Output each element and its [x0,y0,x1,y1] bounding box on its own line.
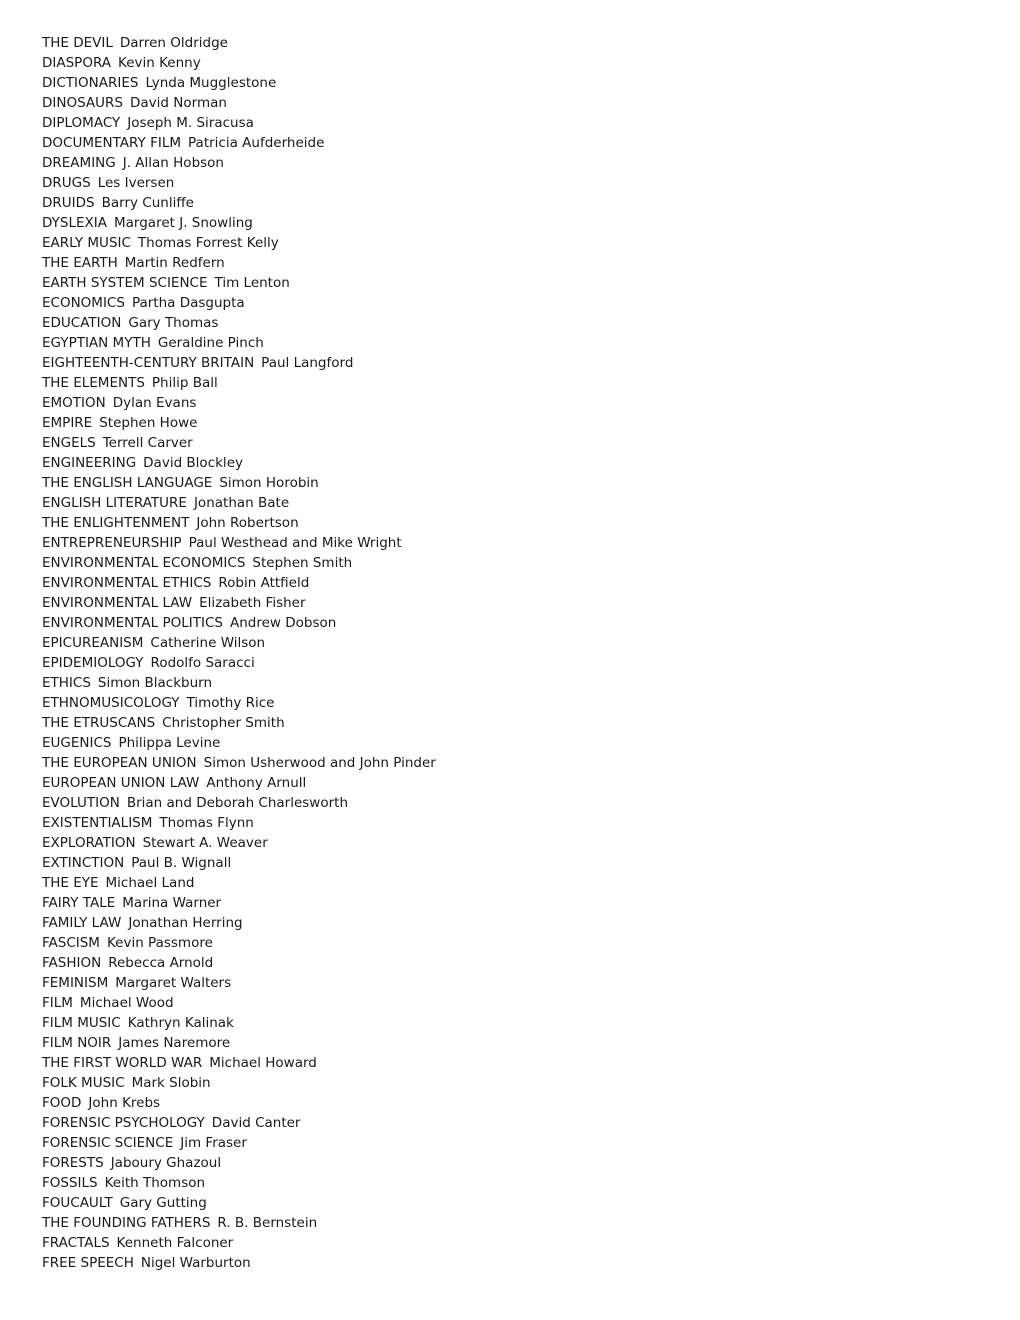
list-item [42,373,982,393]
list-item [42,873,982,893]
book-title: THE FIRST WORLD WAR [42,1055,203,1071]
list-item [42,713,982,733]
book-title: THE EYE [42,875,99,891]
book-author: Timothy Rice [186,695,275,711]
book-author: John Krebs [88,1095,161,1111]
book-author: Kevin Passmore [106,935,213,951]
book-title: EUGENICS [42,735,112,751]
book-author: Jaboury Ghazoul [110,1155,222,1171]
book-author: Kevin Kenny [118,55,201,71]
book-author: Lynda Mugglestone [145,75,277,91]
list-item [42,293,982,313]
book-title: EMOTION [42,395,106,411]
list-item [42,1013,982,1033]
book-author: Simon Horobin [219,475,319,491]
list-item [42,693,982,713]
book-title: THE EARTH [42,255,118,271]
list-item [42,833,982,853]
list-item [42,453,982,473]
list-item [42,793,982,813]
list-item [42,133,982,153]
list-item [42,353,982,373]
list-item [42,733,982,753]
book-author: Geraldine Pinch [157,335,264,351]
book-title: EUROPEAN UNION LAW [42,775,200,791]
book-author: Keith Thomson [104,1175,206,1191]
book-author: Joseph M. Siracusa [127,115,254,131]
book-author: R. B. Bernstein [217,1215,318,1231]
list-item [42,773,982,793]
book-title: FEMINISM [42,975,109,991]
book-title: FOUCAULT [42,1195,113,1211]
book-author: John Robertson [196,515,299,531]
book-author: Stewart A. Weaver [142,835,268,851]
book-author: Paul Westhead and Mike Wright [188,535,402,551]
book-title: THE ENLIGHTENMENT [42,515,190,531]
list-item [42,253,982,273]
book-title: DRUIDS [42,195,95,211]
book-author: Margaret Walters [115,975,232,991]
list-item [42,573,982,593]
book-author: Margaret J. Snowling [114,215,253,231]
book-title: FASHION [42,955,102,971]
book-author: Kenneth Falconer [116,1235,234,1251]
list-item [42,173,982,193]
list-item [42,613,982,633]
list-item [42,73,982,93]
book-title: ENTREPRENEURSHIP [42,535,182,551]
book-author: James Naremore [118,1035,231,1051]
list-item [42,313,982,333]
list-item [42,1073,982,1093]
list-item [42,633,982,653]
list-item [42,413,982,433]
book-title: ETHNOMUSICOLOGY [42,695,180,711]
list-item [42,1253,982,1273]
book-title: EIGHTEENTH-CENTURY BRITAIN [42,355,255,371]
book-title: ENVIRONMENTAL ECONOMICS [42,555,246,571]
book-author: Paul B. Wignall [131,855,232,871]
book-author: Michael Land [105,875,195,891]
book-author: Jim Fraser [180,1135,247,1151]
book-title: ECONOMICS [42,295,125,311]
book-title: FORESTS [42,1155,104,1171]
book-author: Jonathan Bate [193,495,290,511]
book-list [42,33,982,1273]
book-author: Anthony Arnull [206,775,307,791]
book-author: Mark Slobin [131,1075,211,1091]
book-title: DICTIONARIES [42,75,139,91]
book-author: Thomas Flynn [159,815,254,831]
book-title: DIPLOMACY [42,115,121,131]
book-author: Christopher Smith [162,715,285,731]
list-item [42,1113,982,1133]
book-author: Terrell Carver [102,435,193,451]
book-title: DYSLEXIA [42,215,107,231]
book-author: Stephen Howe [99,415,198,431]
book-title: EXISTENTIALISM [42,815,153,831]
list-item [42,753,982,773]
book-title: THE EUROPEAN UNION [42,755,197,771]
book-title: THE ETRUSCANS [42,715,156,731]
list-item [42,1213,982,1233]
list-item [42,933,982,953]
book-author: Tim Lenton [214,275,290,291]
book-title: DIASPORA [42,55,112,71]
book-title: THE FOUNDING FATHERS [42,1215,211,1231]
book-title: FAMILY LAW [42,915,122,931]
book-title: FAIRY TALE [42,895,116,911]
book-title: DRUGS [42,175,91,191]
list-item [42,1053,982,1073]
book-author: Barry Cunliffe [101,195,194,211]
book-author: David Norman [130,95,227,111]
list-item [42,993,982,1013]
list-item [42,1173,982,1193]
book-title: FOSSILS [42,1175,98,1191]
list-item [42,233,982,253]
book-author: Les Iversen [97,175,175,191]
book-title: EMPIRE [42,415,93,431]
list-item [42,593,982,613]
book-author: Kathryn Kalinak [127,1015,234,1031]
book-title: EARTH SYSTEM SCIENCE [42,275,208,291]
list-item [42,1233,982,1253]
book-title: ENVIRONMENTAL LAW [42,595,193,611]
list-item [42,433,982,453]
list-item [42,1093,982,1113]
list-item [42,193,982,213]
book-title: THE DEVIL [42,35,113,51]
list-item [42,533,982,553]
book-title: FRACTALS [42,1235,110,1251]
book-title: EXPLORATION [42,835,136,851]
book-title: THE ENGLISH LANGUAGE [42,475,213,491]
book-author: Marina Warner [122,895,222,911]
book-author: Rebecca Arnold [108,955,214,971]
book-title: FASCISM [42,935,100,951]
book-title: ENGINEERING [42,455,137,471]
list-item [42,893,982,913]
book-author: J. Allan Hobson [122,155,224,171]
book-author: Brian and Deborah Charlesworth [126,795,349,811]
book-title: ENGLISH LITERATURE [42,495,187,511]
book-title: FILM NOIR [42,1035,112,1051]
book-author: Andrew Dobson [229,615,337,631]
book-author: Rodolfo Saracci [150,655,255,671]
book-author: Michael Howard [209,1055,317,1071]
book-title: DOCUMENTARY FILM [42,135,182,151]
list-item [42,113,982,133]
list-item [42,1133,982,1153]
book-title: FORENSIC SCIENCE [42,1135,174,1151]
book-title: FORENSIC PSYCHOLOGY [42,1115,205,1131]
list-item [42,953,982,973]
book-author: Elizabeth Fisher [199,595,306,611]
list-item [42,153,982,173]
book-title: FOLK MUSIC [42,1075,125,1091]
book-author: Thomas Forrest Kelly [137,235,279,251]
list-item [42,213,982,233]
book-title: FOOD [42,1095,82,1111]
book-title: FILM [42,995,73,1011]
list-item [42,853,982,873]
book-author: David Blockley [143,455,243,471]
list-item [42,553,982,573]
book-author: Gary Thomas [128,315,219,331]
list-item [42,273,982,293]
list-item [42,493,982,513]
book-author: Darren Oldridge [119,35,228,51]
book-author: Patricia Aufderheide [188,135,325,151]
list-item [42,93,982,113]
book-title: EVOLUTION [42,795,120,811]
book-author: Gary Gutting [119,1195,207,1211]
book-title: ENVIRONMENTAL POLITICS [42,615,223,631]
list-item [42,1193,982,1213]
book-author: Simon Usherwood and John Pinder [203,755,436,771]
book-author: David Canter [211,1115,301,1131]
book-author: Philip Ball [151,375,218,391]
book-author: Nigel Warburton [140,1255,251,1271]
book-author: Paul Langford [261,355,354,371]
book-title: FREE SPEECH [42,1255,134,1271]
list-item [42,673,982,693]
book-title: DREAMING [42,155,116,171]
list-item [42,813,982,833]
list-item [42,1153,982,1173]
book-title: ENVIRONMENTAL ETHICS [42,575,212,591]
list-item [42,473,982,493]
book-title: ENGELS [42,435,96,451]
book-author: Stephen Smith [252,555,353,571]
book-author: Jonathan Herring [128,915,243,931]
book-title: EXTINCTION [42,855,125,871]
list-item [42,513,982,533]
list-item [42,653,982,673]
book-title: EDUCATION [42,315,122,331]
list-item [42,973,982,993]
book-title: DINOSAURS [42,95,123,111]
list-item [42,33,982,53]
list-item [42,393,982,413]
book-author: Simon Blackburn [97,675,213,691]
book-title: FILM MUSIC [42,1015,121,1031]
list-item [42,913,982,933]
book-author: Philippa Levine [118,735,221,751]
book-author: Catherine Wilson [150,635,266,651]
book-author: Robin Attfield [218,575,310,591]
book-title: ETHICS [42,675,91,691]
book-title: EGYPTIAN MYTH [42,335,151,351]
book-author: Partha Dasgupta [131,295,245,311]
book-author: Martin Redfern [124,255,225,271]
book-author: Dylan Evans [112,395,197,411]
list-item [42,1033,982,1053]
book-author: Michael Wood [79,995,174,1011]
list-item [42,53,982,73]
list-item [42,333,982,353]
book-title: EARLY MUSIC [42,235,131,251]
book-title: THE ELEMENTS [42,375,145,391]
book-title: EPICUREANISM [42,635,144,651]
book-title: EPIDEMIOLOGY [42,655,144,671]
